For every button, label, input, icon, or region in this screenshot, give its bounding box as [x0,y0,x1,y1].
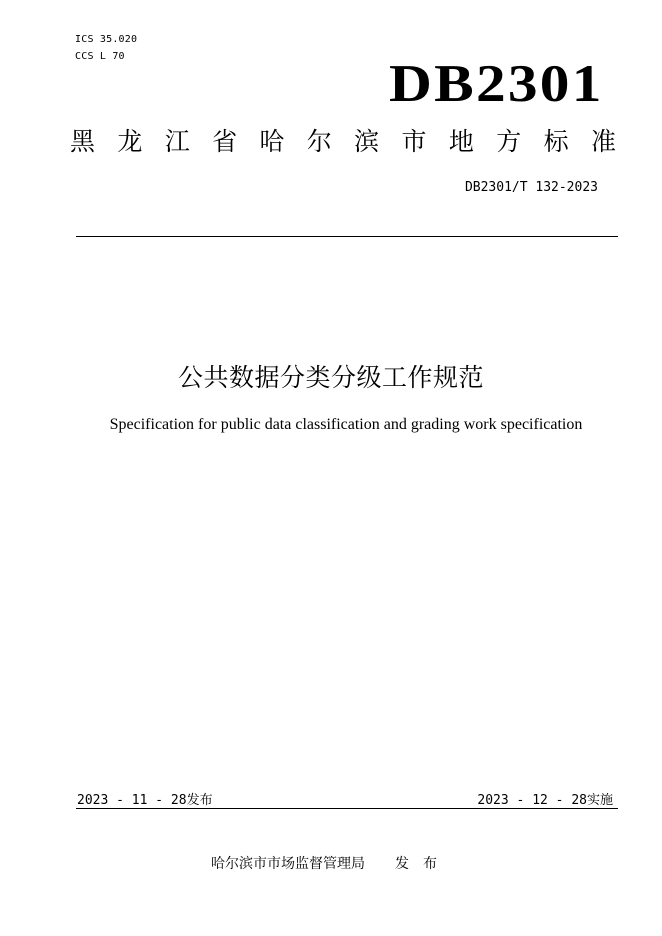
divider-bottom [76,808,618,809]
divider-top [76,236,618,237]
document-title-cn: 公共数据分类分级工作规范 [177,363,484,392]
header-title-char: 江 [164,127,190,156]
document-title-en: Specification for public data classification and grading work specification [109,416,583,433]
issuer-line [0,853,662,873]
standard-logo: DB2301 [389,55,604,113]
header-title-char: 龙 [117,127,143,156]
header-title-char: 准 [590,127,616,156]
publish-label: 发布 [186,793,213,808]
header-title [70,124,616,160]
implement-date: 2023 - 12 - 28 [477,793,587,808]
standard-number: DB2301/T 132-2023 [464,180,598,195]
header-title-char: 标 [543,127,569,156]
header-title-char: 市 [401,127,427,156]
ccs-code: CCS L 70 [75,51,125,62]
publish-date-line [77,789,213,808]
header-title-char: 地 [448,127,474,156]
publish-date: 2023 - 11 - 28 [77,793,187,808]
issuer-action: 发布 [395,856,451,872]
header-title-char: 黑 [70,127,96,156]
implement-date-line [477,789,613,808]
header-title-char: 滨 [354,127,380,156]
header-title-char: 哈 [259,127,285,156]
ics-code: ICS 35.020 [75,34,138,45]
header-title-char: 尔 [306,127,332,156]
implement-label: 实施 [586,793,613,808]
issuer-name: 哈尔滨市市场监督管理局 [211,856,365,872]
header-title-char: 省 [212,127,238,156]
header-title-char: 方 [496,127,522,156]
